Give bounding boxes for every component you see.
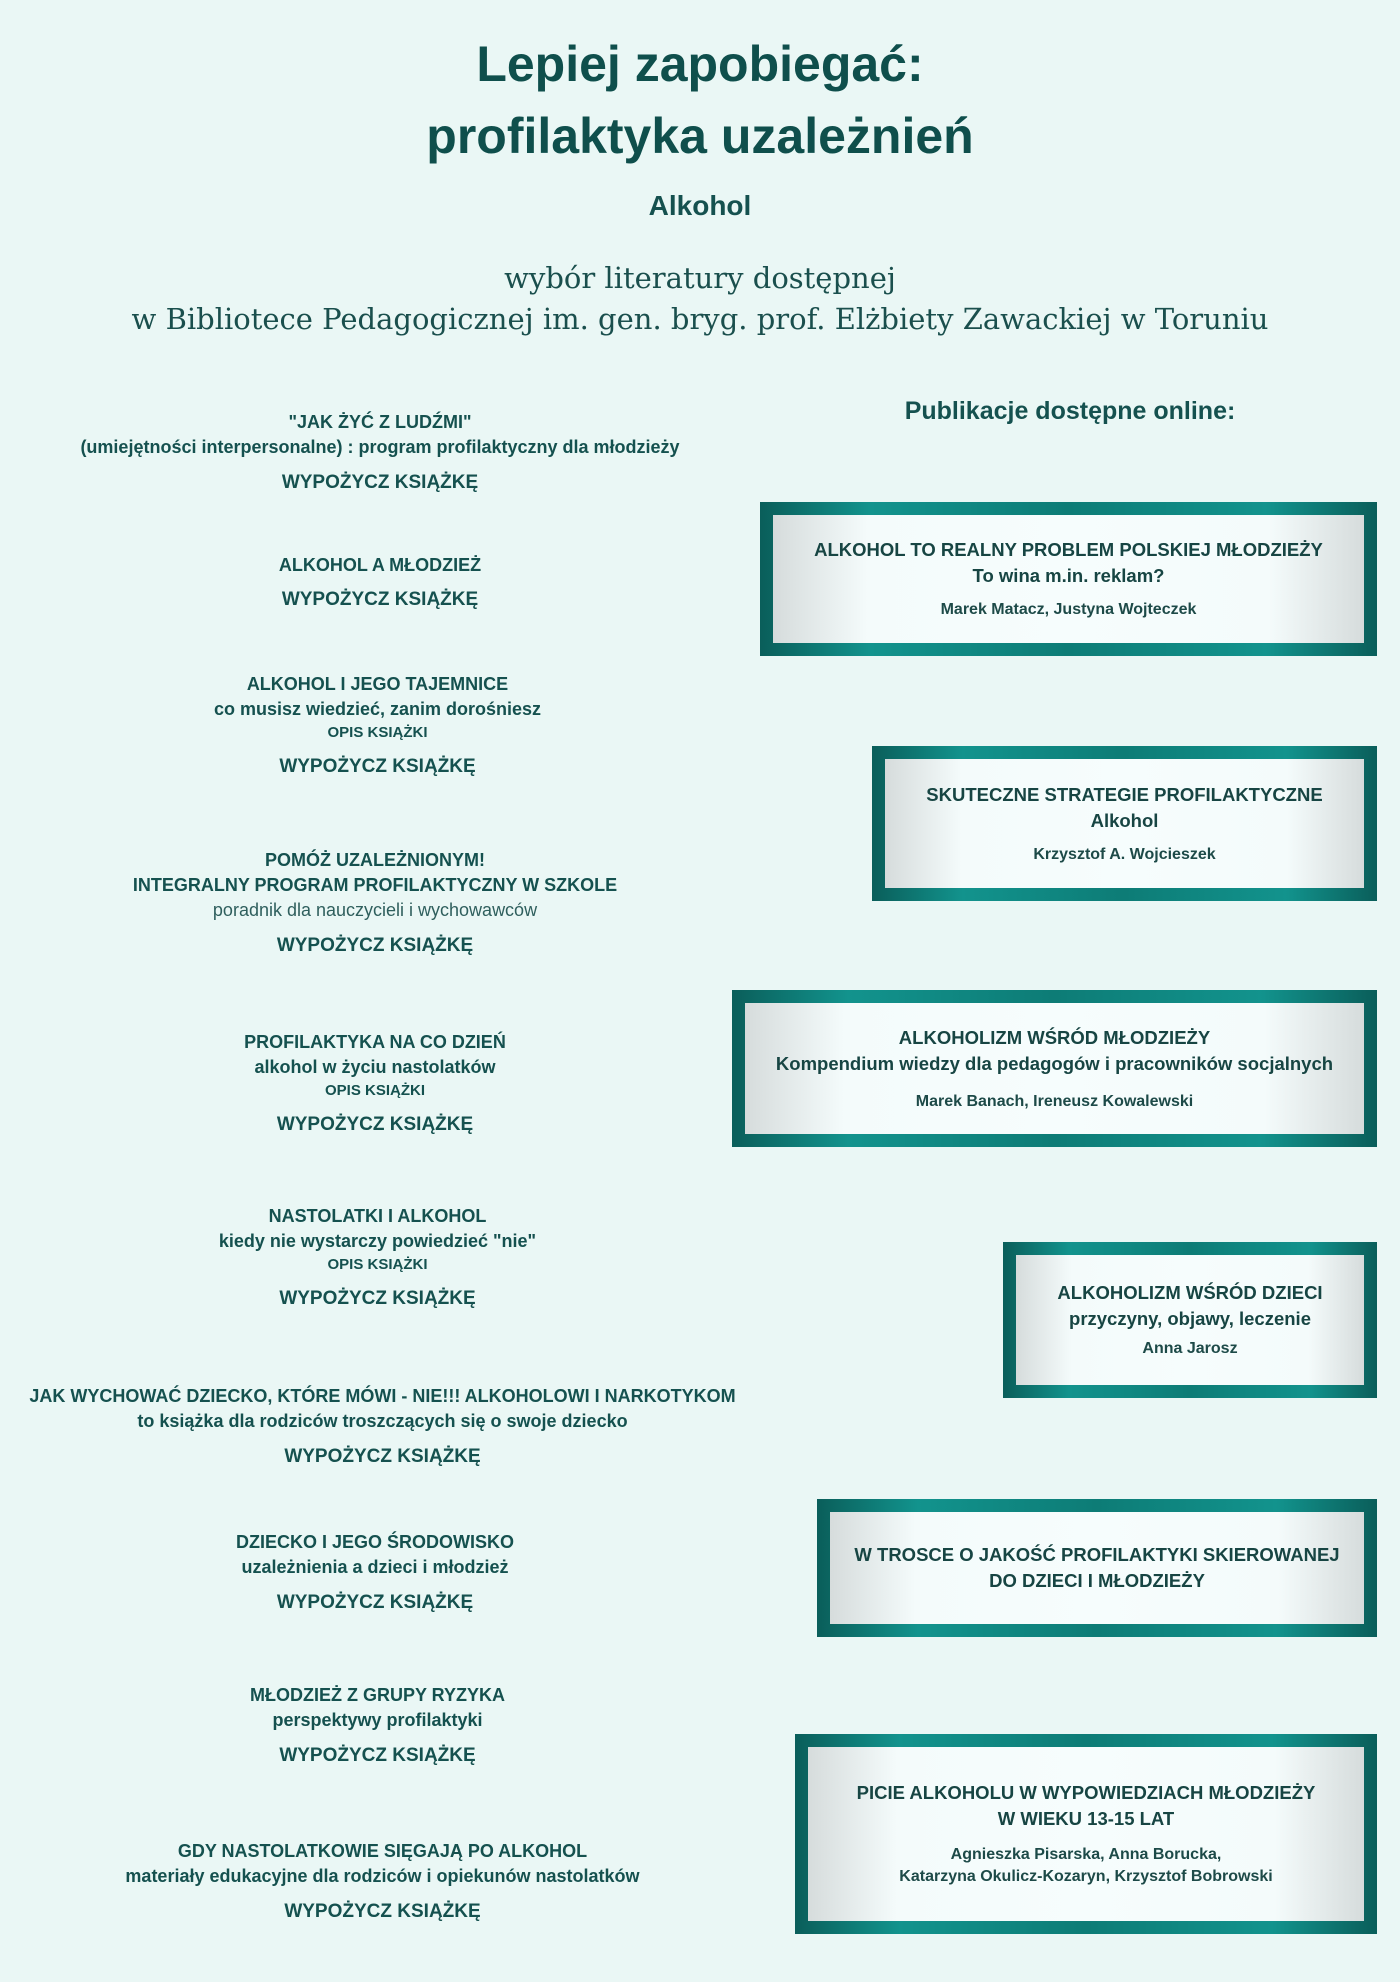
book-subtitle: materiały edukacyjne dla rodziców i opiekunów nastolatków — [125, 1866, 640, 1886]
borrow-book-link[interactable]: WYPOŻYCZ KSIĄŻKĘ — [284, 1901, 481, 1922]
literature-caption — [0, 258, 1400, 340]
book-description-link[interactable]: OPIS KSIĄŻKI — [327, 1256, 428, 1273]
book-title: GDY NASTOLATKOWIE SIĘGAJĄ PO ALKOHOL — [177, 1841, 588, 1861]
book-subtitle: kiedy nie wystarczy powiedzieć "nie" — [218, 1231, 537, 1251]
online-publication-card[interactable] — [795, 1734, 1377, 1934]
card-inner — [1016, 1255, 1364, 1385]
card-inner — [773, 515, 1364, 643]
book-subtitle: uzależnienia a dzieci i młodzież — [241, 1557, 509, 1577]
book-subtitle: co musisz wiedzieć, zanim dorośniesz — [213, 699, 542, 719]
book-title: DZIECKO I JEGO ŚRODOWISKO — [235, 1532, 515, 1552]
online-publication-card[interactable] — [732, 990, 1377, 1147]
card-title-secondary: Alkohol — [1090, 809, 1159, 831]
card-authors: Marek Matacz, Justyna Wojteczek — [940, 601, 1197, 618]
borrow-book-link[interactable]: WYPOŻYCZ KSIĄŻKĘ — [281, 472, 479, 493]
online-publication-card[interactable] — [872, 746, 1377, 901]
book-title: MŁODZIEŻ Z GRUPY RYZYKA — [249, 1685, 505, 1705]
card-inner — [808, 1747, 1364, 1921]
card-title-secondary: Kompendium wiedzy dla pedagogów i pracowników socjalnych — [775, 1052, 1334, 1074]
literature-line-1: wybór literatury dostępnej — [504, 261, 896, 295]
page-title — [0, 28, 1400, 172]
book-title: POMÓŻ UZALEŻNIONYM! — [265, 850, 485, 870]
book-item — [30, 848, 720, 958]
book-item — [0, 1384, 765, 1469]
book-subtitle: (umiejętności interpersonalne) : program profilaktyczny dla młodzieży — [80, 437, 680, 457]
book-description-link[interactable]: OPIS KSIĄŻKI — [324, 1082, 425, 1099]
card-title-secondary: przyczyny, objawy, leczenie — [1069, 1308, 1311, 1329]
borrow-book-link[interactable]: WYPOŻYCZ KSIĄŻKĘ — [281, 589, 479, 610]
card-title: PICIE ALKOHOLU W WYPOWIEDZIACH MŁODZIEŻY — [856, 1782, 1316, 1803]
book-item — [30, 553, 730, 612]
card-title: ALKOHOL TO REALNY PROBLEM POLSKIEJ MŁODZIEŻY — [814, 539, 1323, 560]
card-title: ALKOHOLIZM WŚRÓD DZIECI — [1057, 1282, 1323, 1303]
online-publications-heading: Publikacje dostępne online: — [904, 397, 1236, 425]
card-authors-secondary: Katarzyna Okulicz-Kozaryn, Krzysztof Bobrowski — [899, 1868, 1273, 1885]
book-item — [30, 1204, 725, 1311]
card-authors: Anna Jarosz — [1142, 1340, 1238, 1357]
book-title: JAK WYCHOWAĆ DZIECKO, KTÓRE MÓWI - NIE!!! ALKOHOLOWI I NARKOTYKOM — [29, 1386, 736, 1406]
borrow-book-link[interactable]: WYPOŻYCZ KSIĄŻKĘ — [279, 756, 476, 777]
title-line-2: profilaktyka uzależnień — [426, 108, 974, 164]
borrow-book-link[interactable]: WYPOŻYCZ KSIĄŻKĘ — [276, 1114, 474, 1135]
title-line-1: Lepiej zapobiegać: — [476, 36, 924, 92]
borrow-book-link[interactable]: WYPOŻYCZ KSIĄŻKĘ — [284, 1446, 481, 1467]
card-title-secondary: To wina m.in. reklam? — [972, 565, 1165, 586]
card-title: W TROSCE O JAKOŚĆ PROFILAKTYKI SKIEROWANEJ — [854, 1544, 1340, 1565]
literature-line-2: w Bibliotece Pedagogicznej im. gen. bryg. prof. Elżbiety Zawackiej w Toruniu — [131, 302, 1269, 336]
book-title: ALKOHOL I JEGO TAJEMNICE — [246, 674, 509, 694]
book-subtitle: INTEGRALNY PROGRAM PROFILAKTYCZNY W SZKOLE — [132, 875, 618, 895]
card-inner — [745, 1003, 1364, 1134]
book-item — [30, 672, 725, 779]
borrow-book-link[interactable]: WYPOŻYCZ KSIĄŻKĘ — [279, 1745, 476, 1766]
card-authors: Agnieszka Pisarska, Anna Borucka, — [950, 1846, 1222, 1863]
book-title: PROFILAKTYKA NA CO DZIEŃ — [244, 1032, 506, 1052]
book-subtitle: to książka dla rodziców troszczących się o swoje dziecko — [137, 1411, 628, 1431]
book-title: ALKOHOL A MŁODZIEŻ — [278, 555, 482, 575]
online-publication-card[interactable] — [1003, 1242, 1377, 1398]
book-description-link[interactable]: OPIS KSIĄŻKI — [327, 724, 428, 741]
online-publication-card[interactable] — [760, 502, 1377, 656]
book-subtitle: alkohol w życiu nastolatków — [254, 1057, 496, 1077]
book-item — [30, 1030, 720, 1137]
book-item — [30, 1530, 720, 1615]
book-item — [30, 1683, 725, 1768]
book-item — [30, 410, 730, 495]
card-authors: Krzysztof A. Wojcieszek — [1033, 845, 1216, 863]
online-publication-card[interactable] — [817, 1499, 1377, 1637]
borrow-book-link[interactable]: WYPOŻYCZ KSIĄŻKĘ — [276, 1592, 474, 1613]
book-title: "JAK ŻYĆ Z LUDŹMI" — [288, 412, 472, 432]
book-subtitle-secondary: poradnik dla nauczycieli i wychowawców — [212, 900, 538, 920]
card-inner — [885, 759, 1364, 888]
book-item — [30, 1839, 735, 1924]
book-title: NASTOLATKI I ALKOHOL — [268, 1206, 487, 1226]
borrow-book-link[interactable]: WYPOŻYCZ KSIĄŻKĘ — [276, 935, 474, 956]
book-subtitle: perspektywy profilaktyki — [272, 1710, 483, 1730]
card-authors: Marek Banach, Ireneusz Kowalewski — [915, 1092, 1194, 1110]
borrow-book-link[interactable]: WYPOŻYCZ KSIĄŻKĘ — [279, 1288, 476, 1309]
page-subtitle: Alkohol — [648, 190, 752, 221]
card-title: ALKOHOLIZM WŚRÓD MŁODZIEŻY — [898, 1026, 1211, 1048]
card-title-secondary: W WIEKU 13-15 LAT — [997, 1808, 1175, 1829]
card-title-secondary: DO DZIECI I MŁODZIEŻY — [989, 1570, 1205, 1591]
card-inner — [830, 1512, 1364, 1624]
card-title: SKUTECZNE STRATEGIE PROFILAKTYCZNE — [926, 783, 1323, 805]
